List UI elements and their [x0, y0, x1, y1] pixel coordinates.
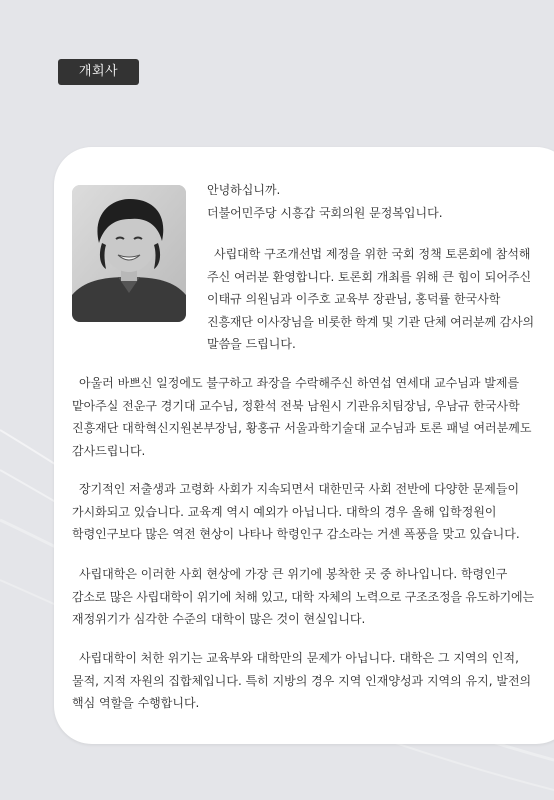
text-line: 사립대학은 이러한 사회 현상에 가장 큰 위기에 봉착한 곳 중 하나입니다. 학령인구 — [79, 567, 508, 581]
text-line: 이태규 의원님과 이주호 교육부 장관님, 홍덕률 한국사학 — [207, 292, 501, 306]
text-line: 사립대학이 처한 위기는 교육부와 대학만의 문제가 아닙니다. 대학은 그 지역의 인적, — [79, 651, 519, 665]
text-line: 맡아주실 전운구 경기대 교수님, 정환석 전북 남원시 기관유치팀장님, 우남규 한국사학 — [72, 398, 520, 413]
text-line: 재정위기가 심각한 수준의 대학이 많은 것이 현실입니다. — [72, 612, 366, 626]
text-line: 진흥재단 대학혁신지원본부장님, 황홍규 서울과학기술대 교수님과 토론 패널 여러분께도 — [72, 421, 532, 435]
speech-greeting: 안녕하십니까. — [207, 183, 281, 197]
text-line: 학령인구보다 많은 역전 현상이 나타나 학령인구 감소라는 거센 폭풍을 맞고 있습니다. — [72, 527, 520, 541]
speaker-photo-image — [72, 185, 186, 322]
text-line: 진흥재단 이사장님을 비롯한 학계 및 기관 단체 여러분께 감사의 — [207, 314, 534, 329]
text-line: 감사드립니다. — [72, 443, 146, 458]
speech-introduction: 더불어민주당 시흥갑 국회의원 문정복입니다. — [207, 205, 443, 220]
speech-paragraph-5 — [72, 647, 531, 715]
text-line: 말씀을 드립니다. — [207, 337, 296, 351]
section-tab-opening-remarks: 개회사 — [58, 59, 139, 85]
text-line: 물적, 지적 자원의 집합체입니다. 특히 지방의 경우 지역 인재양성과 지역의 유지, 발전의 — [72, 673, 532, 688]
text-line: 주신 여러분 환영합니다. 토론회 개최를 위해 큰 힘이 되어주신 — [207, 269, 532, 284]
text-line: 감소로 많은 사립대학이 위기에 처해 있고, 대학 자체의 노력으로 구조조정을 유도하기에는 — [72, 589, 534, 604]
text-line: 사립대학 구조개선법 제정을 위한 국회 정책 토론회에 참석해 — [214, 247, 531, 261]
text-line: 가시화되고 있습니다. 교육계 역시 예외가 아닙니다. 대학의 경우 올해 입학정원이 — [72, 504, 497, 519]
text-line: 아울러 바쁘신 일정에도 불구하고 좌장을 수락해주신 하연섭 연세대 교수님과 발제를 — [79, 376, 520, 390]
speech-paragraph-4 — [72, 563, 534, 631]
speech-paragraph-1 — [207, 243, 534, 356]
speech-paragraph-3 — [72, 478, 520, 546]
speech-greeting-block — [207, 179, 443, 224]
speaker-portrait — [72, 185, 186, 322]
speech-paragraph-2 — [72, 372, 531, 462]
text-line: 장기적인 저출생과 고령화 사회가 지속되면서 대한민국 사회 전반에 다양한 문제들이 — [79, 482, 520, 496]
text-line: 핵심 역할을 수행합니다. — [72, 696, 200, 710]
